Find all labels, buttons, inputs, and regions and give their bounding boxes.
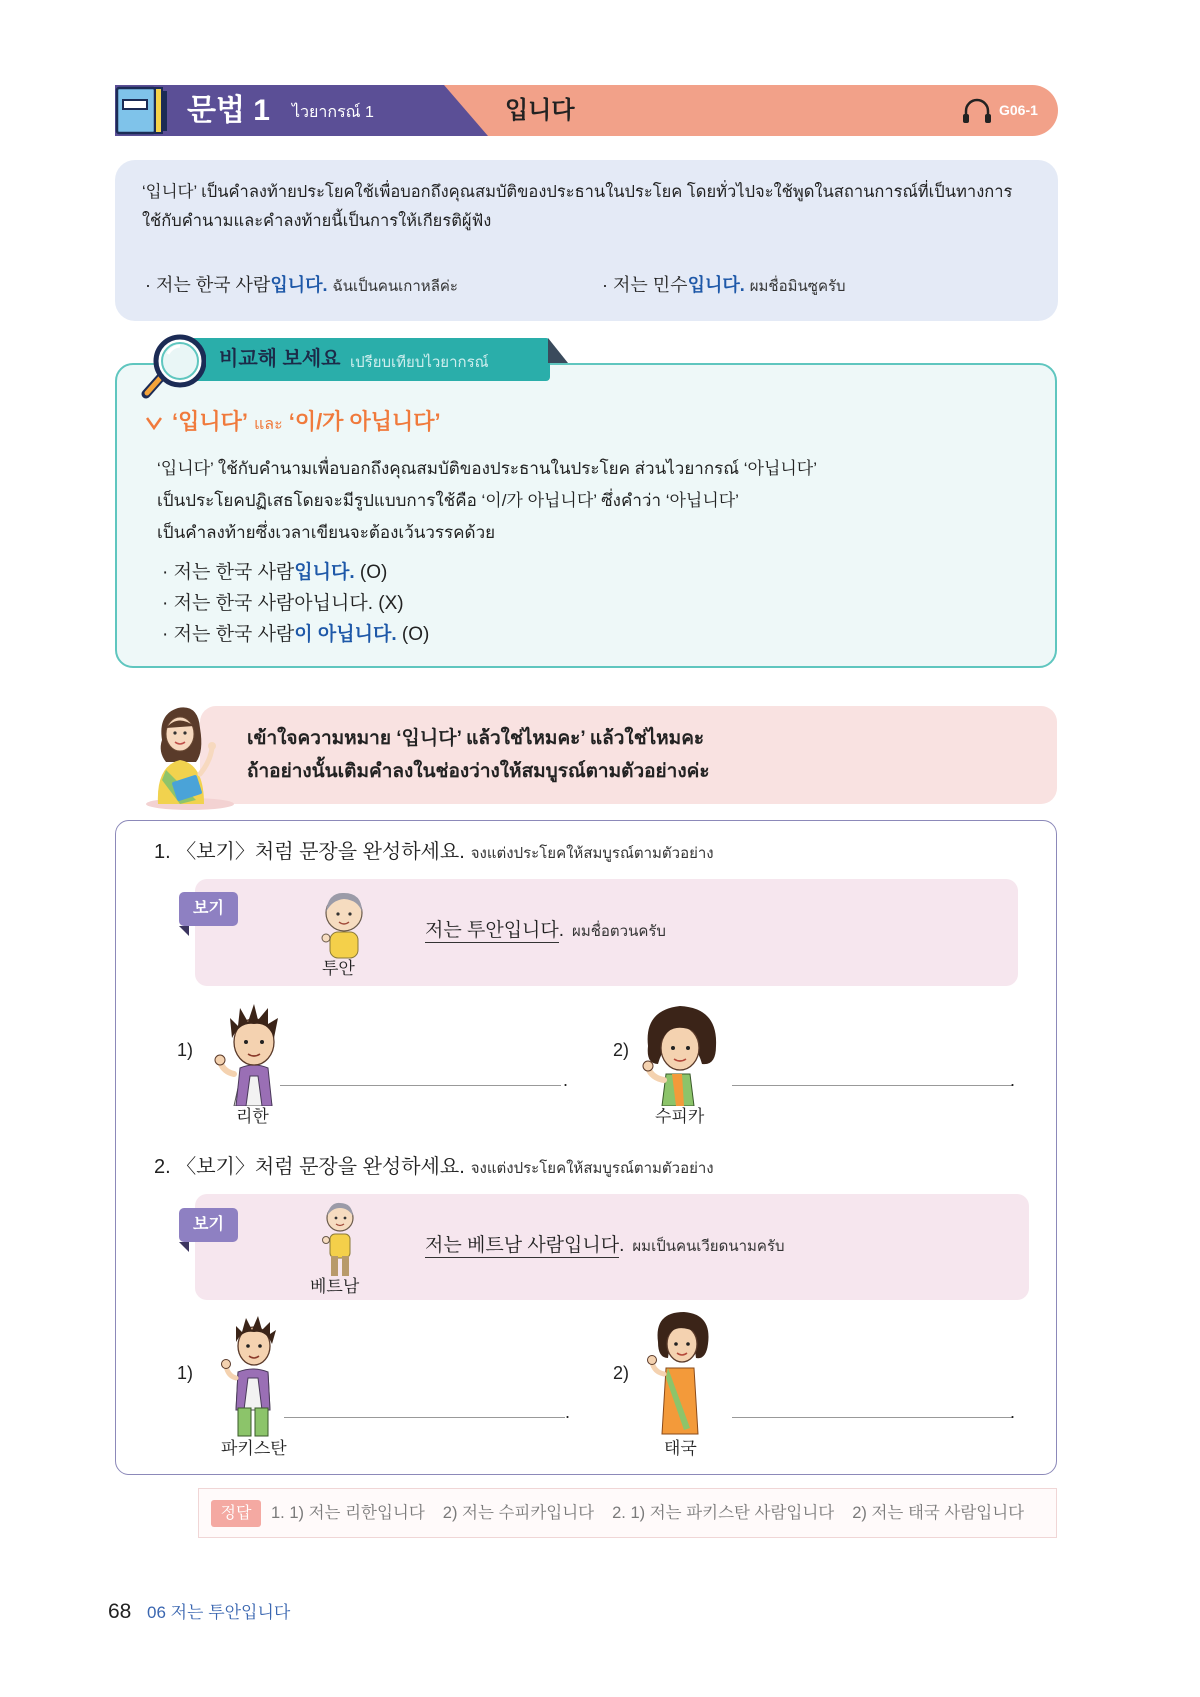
chevron-down-icon <box>146 416 162 430</box>
item-number: 2) <box>613 1040 630 1060</box>
grammar-title: 입니다 <box>505 97 575 124</box>
exercise-1-title: 1. 〈보기〉처럼 문장을 완성하세요. จงแต่งประโยคให้สมบูรณ์ตามตัวอย่าง <box>154 841 714 863</box>
vietnam-person-illustration <box>318 1200 360 1280</box>
highlight-ending: 입니다. <box>687 275 745 295</box>
supika-illustration <box>636 1002 724 1106</box>
item-number: 1) <box>177 1040 194 1060</box>
example-sentence: · 저는 민수입니다. ผมชื่อมินซูครับ <box>602 275 846 295</box>
explanation-line: ‘입니다’ เป็นคำลงท้ายประโยคใช้เพื่อบอกถึงคุณสมบัติของประธานในประโยค โดยทั่วไปจะใช้พูดในสถานการณ์ที่เป็นทางการ <box>142 183 1013 201</box>
grammar-explanation-box <box>115 160 1058 321</box>
item-number: 2) <box>613 1363 630 1383</box>
teacher-illustration <box>140 700 240 810</box>
grammar-section-label: 문법 1 <box>187 94 270 127</box>
tuan-illustration <box>318 888 370 960</box>
tag-fold-decoration <box>179 1242 189 1252</box>
audio-track-code: G06-1 <box>999 102 1038 118</box>
compare-line: เป็นประโยคปฏิเสธโดยจะมีรูปแบบการใช้คือ ‘이/가 아닙니다’ ซึ่งคำว่า ‘아닙니다’ <box>157 491 739 510</box>
instruction-line: ถ้าอย่างนั้นเติมคำลงในช่องว่างให้สมบูรณ์ตามตัวอย่างค่ะ <box>247 761 710 782</box>
grammar-section-thai-label: ไวยากรณ์ 1 <box>292 104 374 121</box>
blank-period: . <box>563 1070 569 1090</box>
tag-fold-decoration <box>179 926 189 936</box>
highlight-ending: 입니다. <box>270 275 328 295</box>
compare-tab-thai: เปรียบเทียบไวยากรณ์ <box>350 354 489 371</box>
character-name: 태국 <box>664 1439 697 1458</box>
compare-line: เป็นคำลงท้ายซึ่งเวลาเขียนจะต้องเว้นวรรคด้วย <box>157 523 496 542</box>
page-number: 68 <box>108 1600 132 1623</box>
exercise-2-title: 2. 〈보기〉처럼 문장을 완성하세요. จงแต่งประโยคให้สมบูรณ์ตามตัวอย่าง <box>154 1156 714 1178</box>
book-icon <box>115 85 171 136</box>
compare-example: · 저는 한국 사람이 아닙니다. (O) <box>162 624 430 645</box>
compare-example: · 저는 한국 사람아닙니다. (X) <box>162 593 404 614</box>
thai-person-illustration <box>644 1308 718 1438</box>
answer-blank <box>280 1085 561 1086</box>
answer-key-tag: 정답 <box>211 1500 261 1527</box>
example-tag: 보기 <box>179 892 238 926</box>
character-name: 파키스탄 <box>221 1439 287 1458</box>
answer-key-text: 1. 1) 저는 리한입니다 2) 저는 수피카입니다 2. 1) 저는 파키스탄 사람입니다 2) 저는 태국 사람입니다 <box>271 1504 1025 1522</box>
blank-period: . <box>565 1402 571 1422</box>
answer-blank <box>284 1417 565 1418</box>
compare-heading: ‘입니다’ และ ‘이/가 아닙니다’ <box>146 407 441 437</box>
compare-example: · 저는 한국 사람입니다. (O) <box>162 562 388 583</box>
pakistan-person-illustration <box>220 1316 286 1440</box>
character-name: 리한 <box>236 1107 269 1126</box>
rihan-illustration <box>212 1000 290 1106</box>
answer-blank <box>732 1085 1013 1086</box>
compare-explanation <box>157 453 817 549</box>
instruction-line: เข้าใจความหมาย ‘입니다’ แล้วใช่ไหมคะ’ แล้วใช่ไหมคะ <box>247 728 705 749</box>
tab-fold-decoration <box>548 338 570 364</box>
blank-period: . <box>1010 1402 1016 1422</box>
instruction-text <box>247 722 710 788</box>
example-answer-sentence: 저는 베트남 사람입니다. ผมเป็นคนเวียดนามครับ <box>425 1235 785 1256</box>
explanation-line: ใช้กับคำนามและคำลงท้ายนี้เป็นการให้เกียรติผู้ฟัง <box>142 212 492 230</box>
answer-blank <box>732 1417 1013 1418</box>
example-answer-sentence: 저는 투안입니다. ผมชื่อตวนครับ <box>425 920 666 941</box>
item-number: 1) <box>177 1363 194 1383</box>
example-translation: ผมชื่อมินซูครับ <box>749 278 846 295</box>
example-tag: 보기 <box>179 1208 238 1242</box>
compare-tab-title: 비교해 보세요 <box>219 348 341 370</box>
character-name: 투안 <box>322 959 355 978</box>
character-name: 베트남 <box>310 1277 360 1296</box>
blank-period: . <box>1010 1070 1016 1090</box>
compare-examples <box>162 557 429 650</box>
compare-line: ‘입니다’ ใช้กับคำนามเพื่อบอกถึงคุณสมบัติของประธานในประโยค ส่วนไวยากรณ์ ‘아닙니다’ <box>157 459 817 478</box>
grammar-header-bar <box>115 85 1058 136</box>
magnifier-icon <box>140 330 206 400</box>
explanation-text <box>142 178 1012 236</box>
example-sentence: · 저는 한국 사람입니다. ฉันเป็นคนเกาหลีค่ะ <box>145 275 458 295</box>
character-name: 수피카 <box>655 1107 705 1126</box>
example-translation: ฉันเป็นคนเกาหลีค่ะ <box>332 278 458 295</box>
headphones-icon[interactable] <box>961 97 993 125</box>
chapter-title: 06 저는 투안입니다 <box>147 1603 291 1622</box>
